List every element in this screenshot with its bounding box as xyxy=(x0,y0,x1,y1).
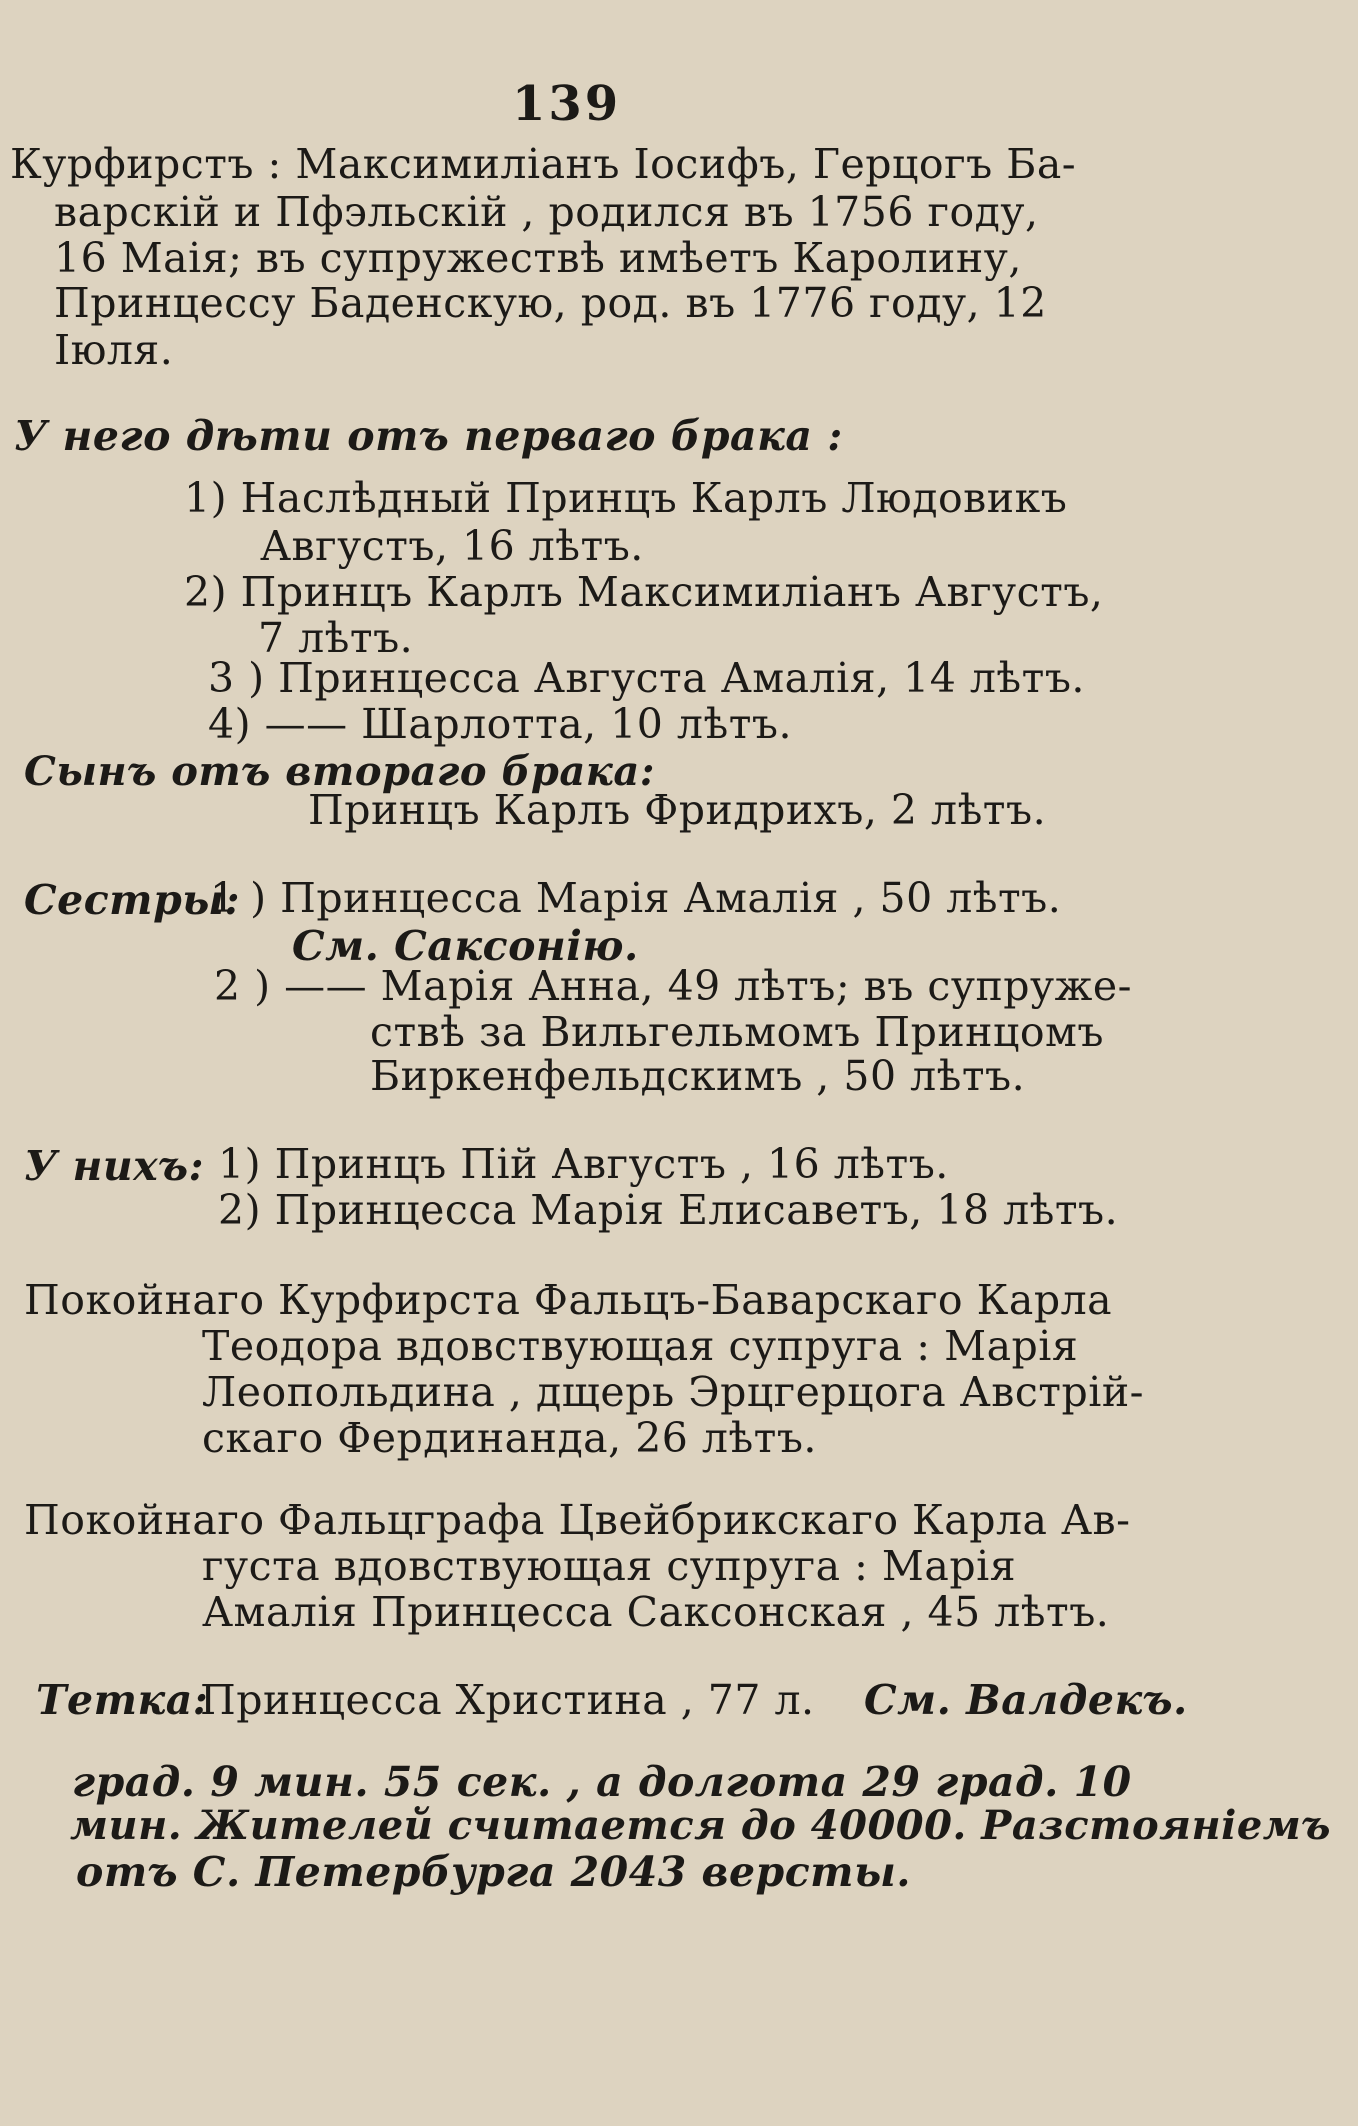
sisters-line-3: 2 ) —— Марія Анна, 49 лѣтъ; въ супруже- xyxy=(214,962,1132,1010)
widow-elector-line-1: Покойнаго Курфирста Фальцъ-Баварскаго Карла xyxy=(24,1276,1113,1324)
widow-elector-line-2: Теодора вдовствующая супруга : Марія xyxy=(202,1322,1079,1370)
widow-elector-line-4: скаго Фердинанда, 26 лѣтъ. xyxy=(202,1414,817,1462)
child-line-2: Августъ, 16 лѣтъ. xyxy=(260,522,644,570)
footer-line-3: отъ С. Петербурга 2043 версты. xyxy=(76,1848,912,1896)
child-line-4: 7 лѣтъ. xyxy=(258,614,414,662)
widow-elector-line-3: Леопольдина , дщерь Эрцгерцога Австрій- xyxy=(202,1368,1144,1416)
sisters-line-2: См. Саксонію. xyxy=(292,922,639,970)
widow-palsgrave-line-3: Амалія Принцесса Саксонская , 45 лѣтъ. xyxy=(202,1588,1110,1636)
sisters-line-4: ствѣ за Вильгельмомъ Принцомъ xyxy=(370,1008,1105,1056)
son-second-line: Принцъ Карлъ Фридрихъ, 2 лѣтъ. xyxy=(308,786,1047,834)
footer-line-2: мин. Жителей считается до 40000. Разстояніемъ xyxy=(70,1802,1331,1849)
widow-palsgrave-line-2: густа вдовствующая супруга : Марія xyxy=(202,1542,1017,1590)
sisters-label: Сестры: xyxy=(24,876,241,924)
sisters-line-1: 1 ) Принцесса Марія Амалія , 50 лѣтъ. xyxy=(210,874,1062,922)
their-children-label: У нихъ: xyxy=(24,1142,205,1190)
their-children-line-1: 1) Принцъ Пій Августъ , 16 лѣтъ. xyxy=(218,1140,949,1188)
child-line-3: 2) Принцъ Карлъ Максимиліанъ Августъ, xyxy=(184,568,1104,616)
elector-line-5: Іюля. xyxy=(54,326,174,374)
footer-line-1: град. 9 мин. 55 сек. , а долгота 29 град. 10 xyxy=(72,1758,1132,1806)
elector-line-2: варскій и Пфэльскій , родился въ 1756 году, xyxy=(54,188,1039,236)
aunt-ref: См. Валдекъ. xyxy=(864,1676,1188,1724)
elector-line-3: 16 Маія; въ супружествѣ имѣетъ Каролину, xyxy=(54,234,1022,282)
elector-line-4: Принцессу Баденскую, род. въ 1776 году, 12 xyxy=(54,279,1047,327)
widow-palsgrave-line-1: Покойнаго Фальцграфа Цвейбрикскаго Карла Ав- xyxy=(24,1496,1131,1544)
their-children-line-2: 2) Принцесса Марія Елисаветъ, 18 лѣтъ. xyxy=(218,1186,1119,1234)
children-first-heading: У него дѣти отъ перваго брака : xyxy=(14,412,843,460)
child-line-1: 1) Наслѣдный Принцъ Карлъ Людовикъ xyxy=(184,474,1068,522)
child-line-6: 4) —— Шарлотта, 10 лѣтъ. xyxy=(208,700,792,748)
page-number: 139 xyxy=(512,76,622,132)
sisters-line-5: Биркенфельдскимъ , 50 лѣтъ. xyxy=(370,1052,1026,1100)
child-line-5: 3 ) Принцесса Августа Амалія, 14 лѣтъ. xyxy=(208,654,1085,702)
aunt-text: Принцесса Христина , 77 л. xyxy=(200,1676,815,1724)
elector-line-1: Курфирстъ : Максимиліанъ Іосифъ, Герцогъ Ба- xyxy=(10,140,1077,188)
aunt-label: Тетка: xyxy=(36,1676,209,1724)
son-second-heading: Сынъ отъ втораго брака: xyxy=(24,748,656,795)
